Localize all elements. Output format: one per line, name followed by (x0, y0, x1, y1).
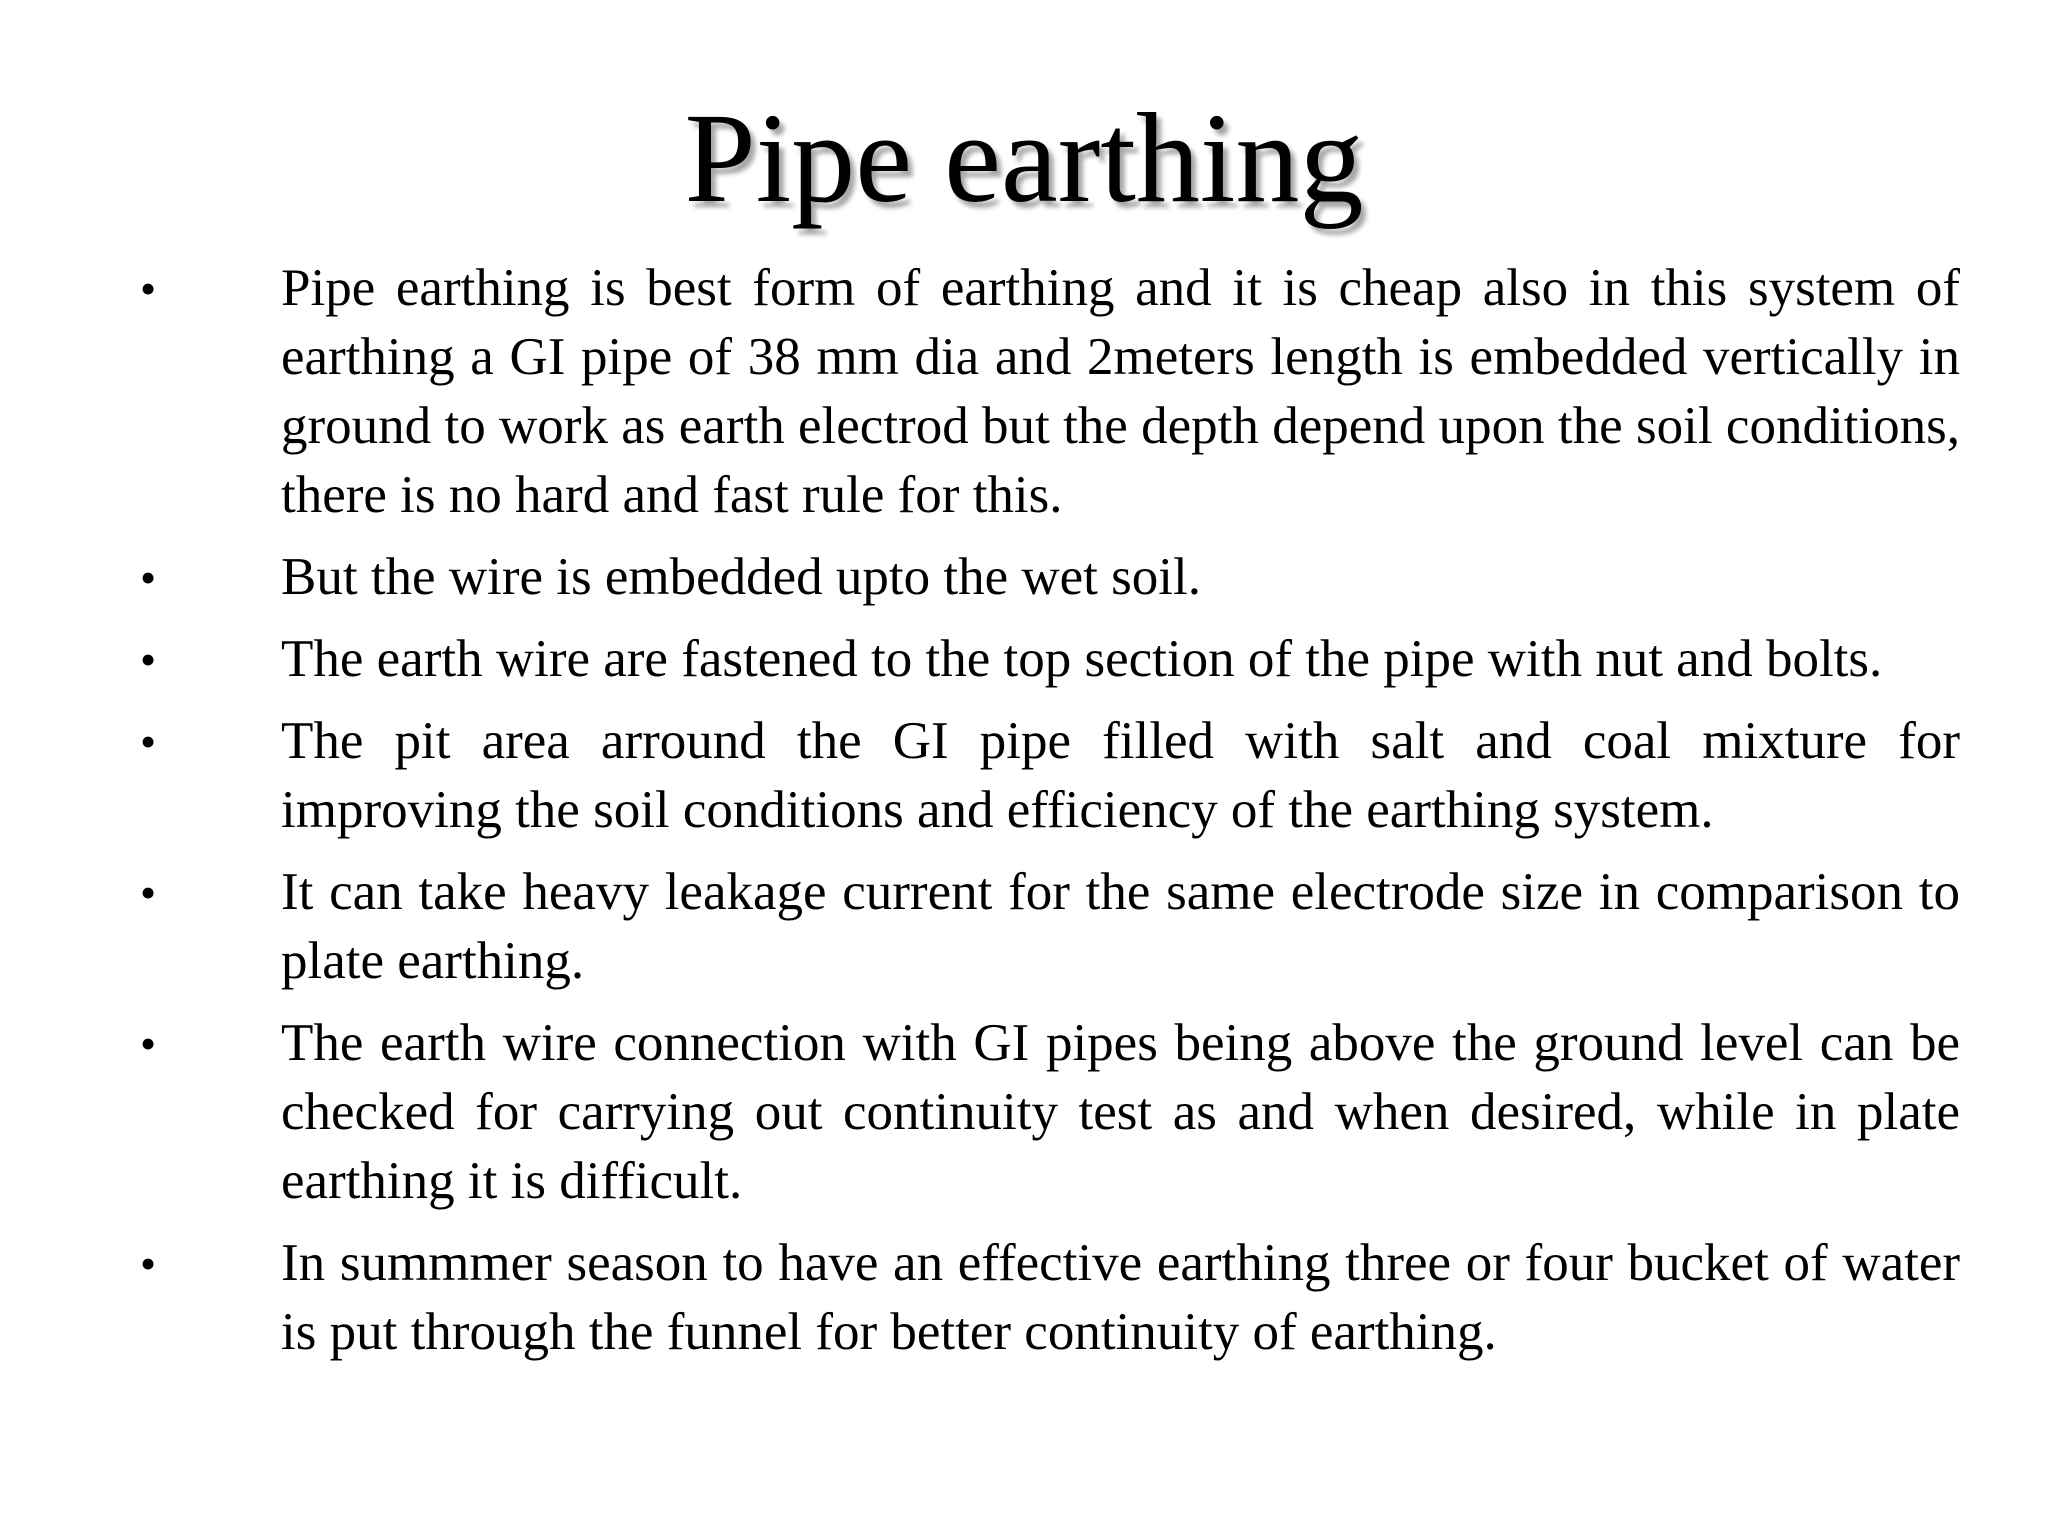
list-item (140, 543, 1960, 612)
bullet-icon: • (140, 867, 157, 918)
list-item (140, 858, 1960, 996)
list-item (140, 625, 1960, 694)
bullet-icon: • (140, 634, 157, 685)
bullet-icon: • (140, 1018, 157, 1069)
bullet-text: But the wire is embedded upto the wet soil. (281, 548, 1201, 606)
bullet-text: It can take heavy leakage current for the same electrode size in comparison to plate earthing. (281, 863, 1960, 990)
bullet-text: The pit area arround the GI pipe filled with salt and coal mixture for improving the soil conditions and efficiency of the earthing system. (281, 712, 1960, 839)
bullet-list (140, 254, 1960, 1380)
bullet-text: The earth wire connection with GI pipes being above the ground level can be checked for carrying out continuity test as and when desired, while in plate earthing it is difficult. (281, 1014, 1960, 1210)
bullet-text: In summmer season to have an effective earthing three or four bucket of water is put through the funnel for better continuity of earthing. (281, 1234, 1960, 1361)
bullet-icon: • (140, 552, 157, 603)
bullet-text: The earth wire are fastened to the top section of the pipe with nut and bolts. (281, 630, 1883, 688)
list-item (140, 1009, 1960, 1216)
list-item (140, 707, 1960, 845)
bullet-icon: • (140, 263, 157, 314)
list-item (140, 254, 1960, 530)
bullet-text: Pipe earthing is best form of earthing and it is cheap also in this system of earthing a GI pipe of 38 mm dia and 2meters length is embedded vertically in ground to work as earth electrod but the depth depend upon the soil conditions, there is no hard and fast rule for this. (281, 259, 1960, 524)
slide-title: Pipe earthing (684, 87, 1364, 229)
bullet-icon: • (140, 716, 157, 767)
list-item (140, 1229, 1960, 1367)
bullet-icon: • (140, 1238, 157, 1289)
